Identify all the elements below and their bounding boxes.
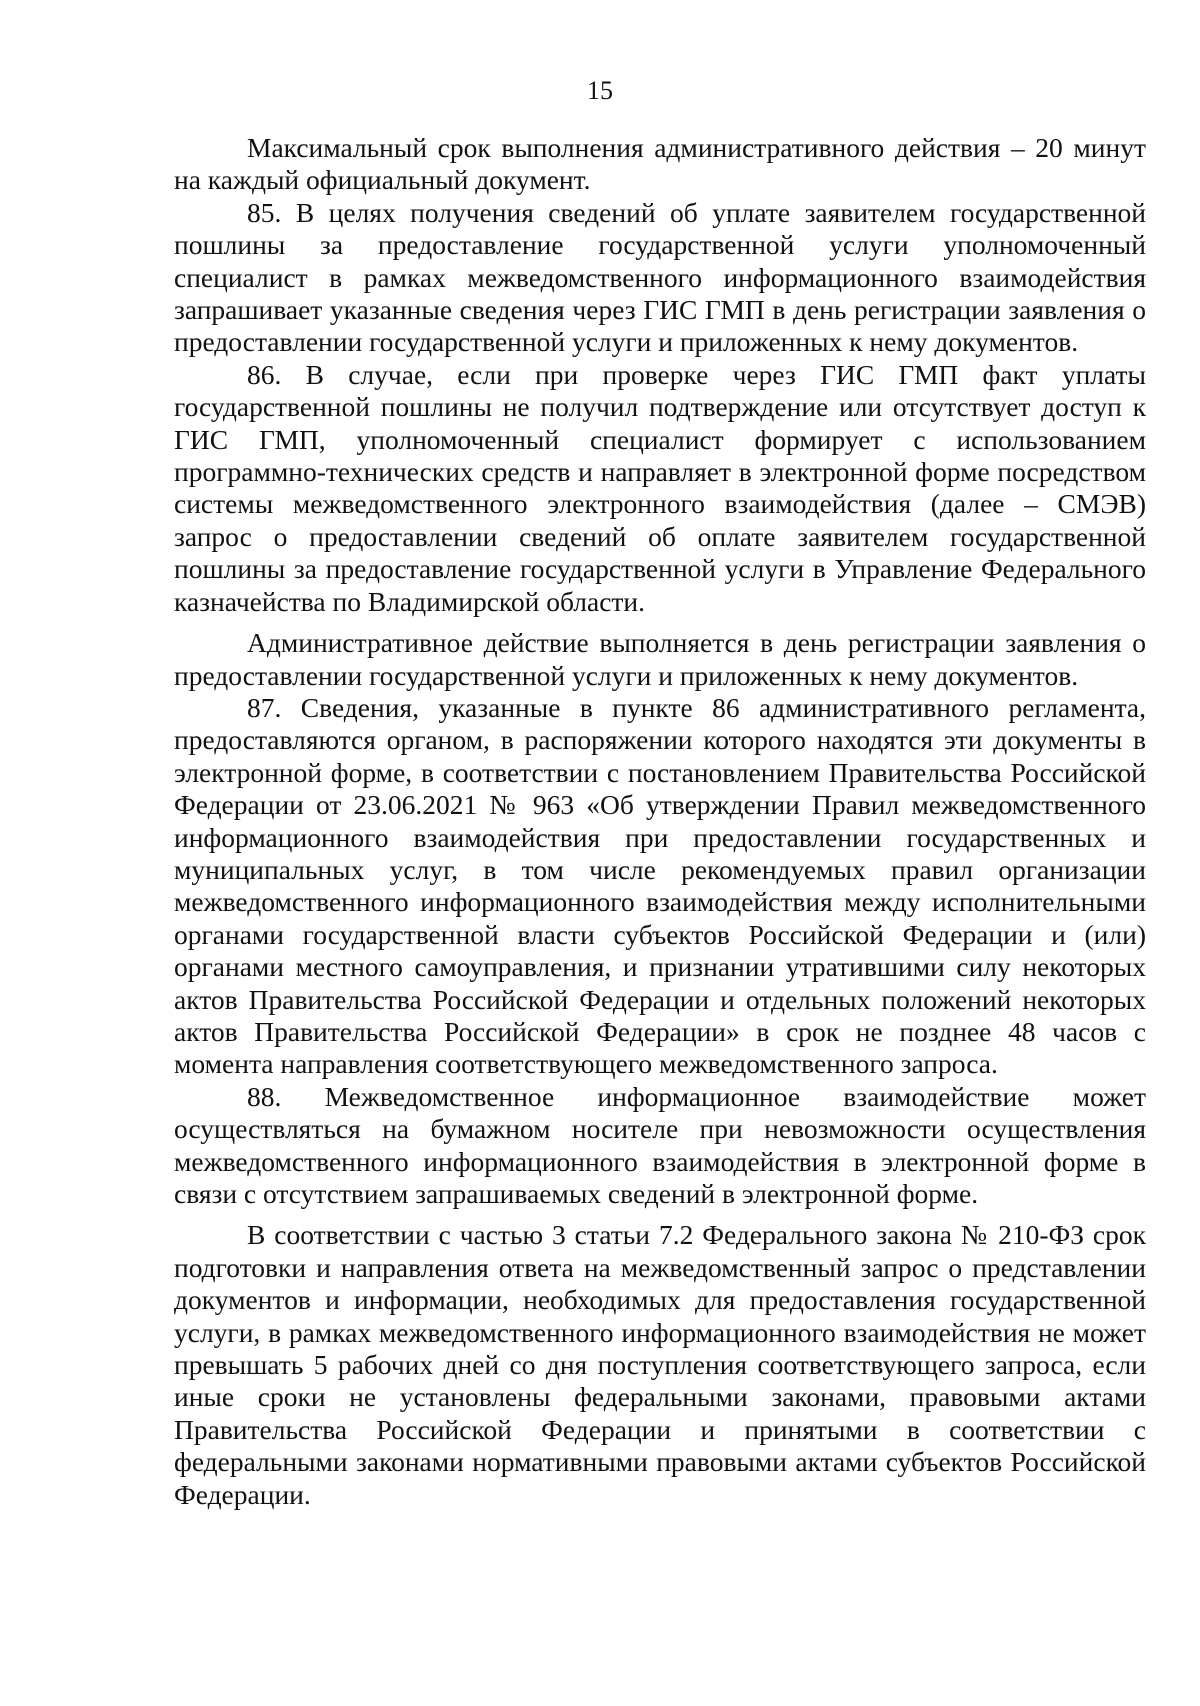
paragraph-86: 86. В случае, если при проверке через ГИС ГМП факт уплаты государственной пошлины не получил подтверждение или отсутствует доступ к ГИС ГМП, уполномоченный специалист формирует с использованием программно-технических средств и направляет в электронной форме посредством системы межведомственного электронного взаимодействия (далее – СМЭВ) запрос о предоставлении сведений об оплате заявителем государственной пошлины за предоставление государственной услуги в Управление Федерального казначейства по Владимирской области. — [174, 358, 1146, 617]
page-number: 15 — [587, 76, 613, 105]
paragraph-administrative-action: Административное действие выполняется в день регистрации заявления о предоставлении государственной услуги и приложенных к нему документов. — [174, 627, 1146, 691]
paragraph-federal-law-210: В соответствии с частью 3 статьи 7.2 Федерального закона № 210-ФЗ срок подготовки и направления ответа на межведомственный запрос о представлении документов и информации, необходимых для предоставления государственной услуги, в рамках межведомственного информационного взаимодействия не может превышать 5 рабочих дней со дня поступления соответствующего запроса, если иные сроки не установлены федеральными законами, правовыми актами Правительства Российской Федерации и принятыми в соответствии с федеральными законами нормативными правовыми актами субъектов Российской Федерации. — [174, 1219, 1146, 1510]
paragraph-time-limit: Максимальный срок выполнения административного действия – 20 минут на каждый официальный документ. — [174, 132, 1146, 196]
paragraph-87: 87. Сведения, указанные в пункте 86 административного регламента, предоставляются органом, в распоряжении которого находятся эти документы в электронной форме, в соответствии с постановлением Правительства Российской Федерации от 23.06.2021 № 963 «Об утверждении Правил межведомственного информационного взаимодействия при предоставлении государственных и муниципальных услуг, в том числе рекомендуемых правил организации межведомственного информационного взаимодействия между исполнительными органами государственной власти субъектов Российской Федерации и (или) органами местного самоуправления, и признании утратившими силу некоторых актов Правительства Российской Федерации и отдельных положений некоторых актов Правительства Российской Федерации» в срок не позднее 48 часов с момента направления соответствующего межведомственного запроса. — [174, 691, 1146, 1080]
document-body — [174, 132, 1146, 1511]
paragraph-85: 85. В целях получения сведений об уплате заявителем государственной пошлины за предоставление государственной услуги уполномоченный специалист в рамках межведомственного информационного взаимодействия запрашивает указанные сведения через ГИС ГМП в день регистрации заявления о предоставлении государственной услуги и приложенных к нему документов. — [174, 196, 1146, 358]
paragraph-88: 88. Межведомственное информационное взаимодействие может осуществляться на бумажном носителе при невозможности осуществления межведомственного информационного взаимодействия в электронной форме в связи с отсутствием запрашиваемых сведений в электронной форме. — [174, 1080, 1146, 1209]
